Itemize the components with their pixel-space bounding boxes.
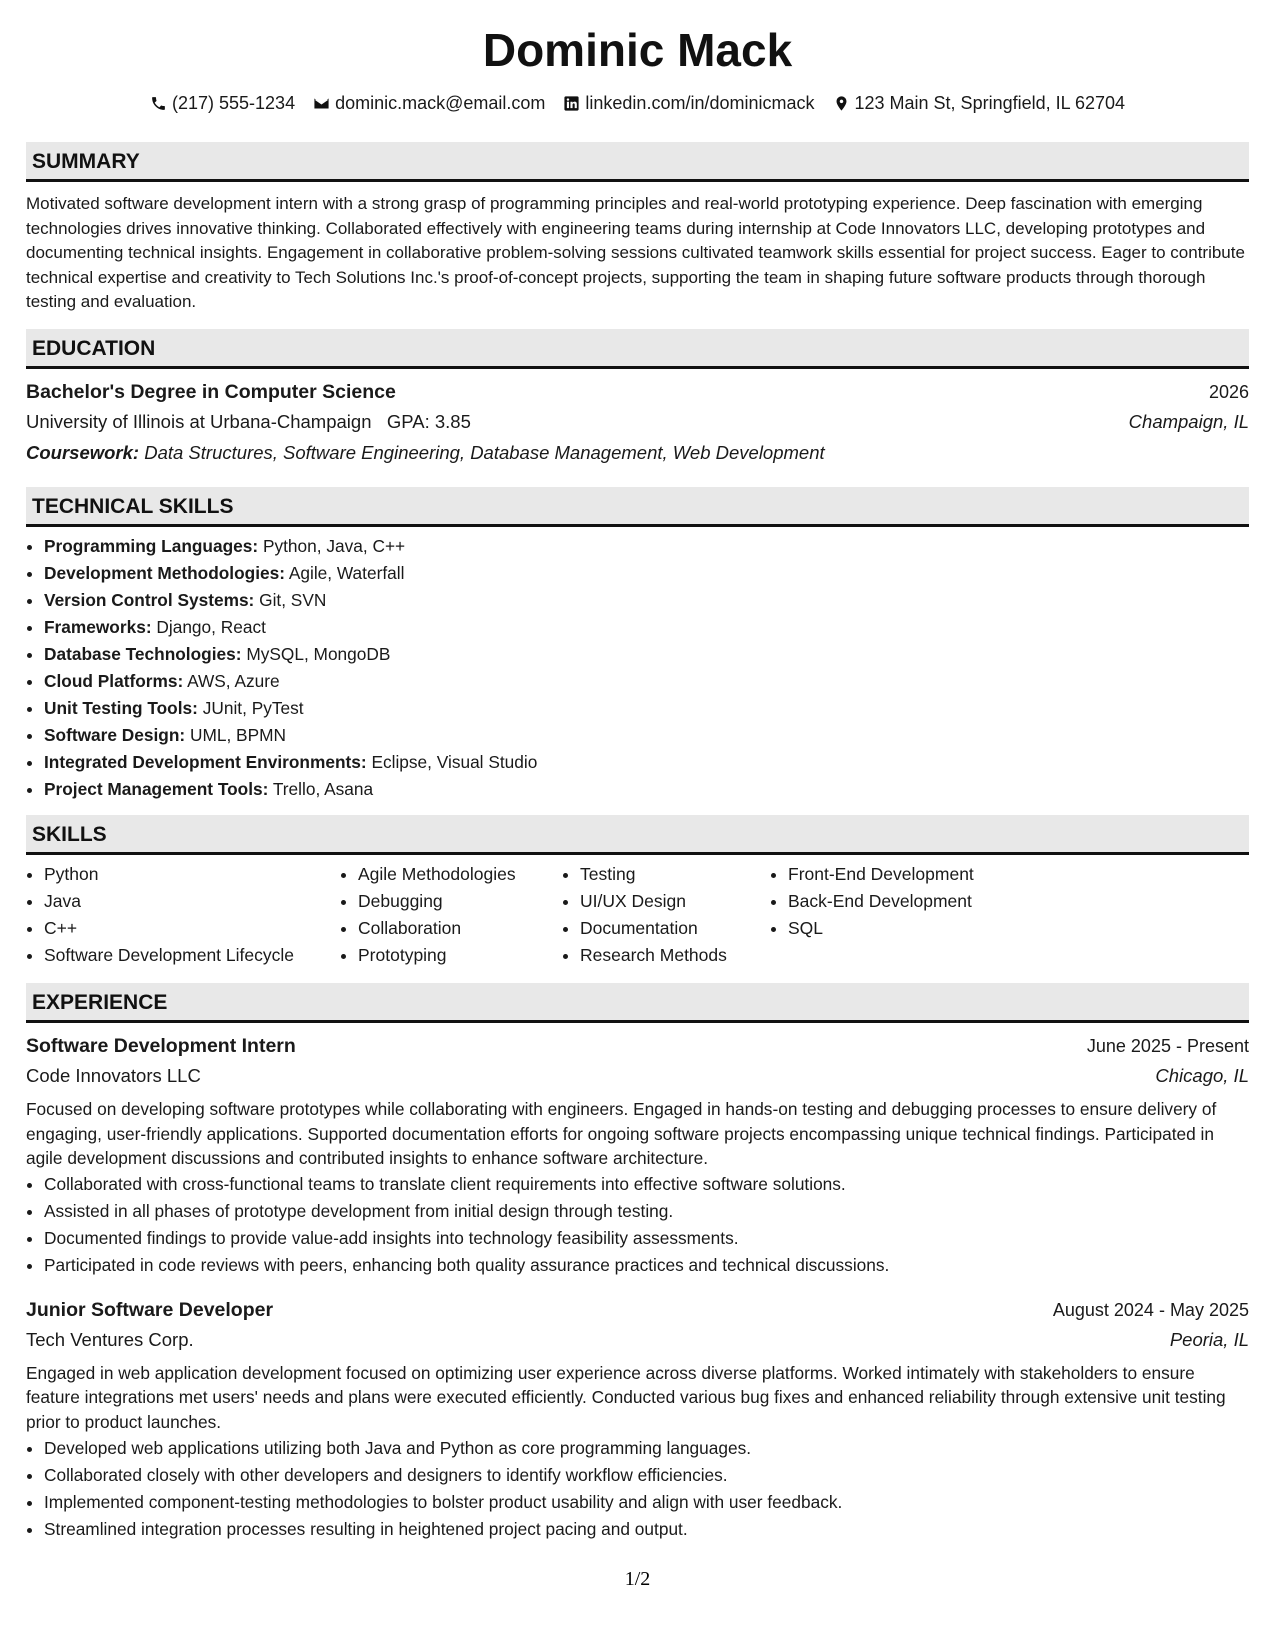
skill-value: JUnit, PyTest: [202, 697, 304, 718]
skill-value: AWS, Azure: [187, 670, 280, 691]
job-entry: [26, 1023, 1249, 1279]
skill-label: Version Control Systems:: [44, 589, 255, 610]
list-item: • Software Development Lifecycle: [44, 942, 340, 969]
school-name: University of Illinois at Urbana-Champaign: [26, 410, 372, 432]
linkedin-text[interactable]: linkedin.com/in/dominicmack: [585, 93, 815, 113]
list-item: • Collaborated with cross-functional teams to translate client requirements into effective software solutions.: [44, 1171, 1249, 1198]
list-item: [44, 614, 1249, 641]
education-section: [26, 329, 1249, 487]
list-item: [44, 533, 1249, 560]
list-item: • C++: [44, 915, 340, 942]
technical-skills-list: [26, 533, 1249, 803]
list-item: • Documentation: [580, 915, 770, 942]
degree: Bachelor's Degree in Computer Science: [26, 380, 396, 403]
coursework-list: Data Structures, Software Engineering, Database Management, Web Development: [144, 441, 825, 463]
contact-email[interactable]: [313, 92, 545, 114]
skill-value: Trello, Asana: [272, 778, 374, 799]
skill-value: Python, Java, C++: [262, 535, 406, 556]
list-item: • Research Methods: [580, 942, 770, 969]
envelope-icon: [313, 95, 330, 112]
skill-label: Unit Testing Tools:: [44, 697, 198, 718]
list-item: • Participated in code reviews with peers, enhancing both quality assurance practices and technical discussions.: [44, 1252, 1249, 1279]
list-item: • Prototyping: [358, 942, 562, 969]
address-text: 123 Main St, Springfield, IL 62704: [854, 93, 1126, 113]
job-dates: August 2024 - May 2025: [1052, 1299, 1249, 1320]
job-dates: June 2025 - Present: [1086, 1035, 1249, 1056]
job-description: Focused on developing software prototypes while collaborating with engineers. Engaged in hands-on testing and debugging processes to ensure delivery of engaging, user-friendly applications. Supported documentation efforts for ongoing software projects encompassing unique technical findings. Participated in agile development discussions and contributed insights to enhance software architecture.: [26, 1098, 1217, 1169]
skill-label: Project Management Tools:: [44, 778, 269, 799]
summary-section: [26, 142, 1249, 315]
list-item: [44, 695, 1249, 722]
skills-column-4: [770, 861, 1048, 969]
skill-label: Database Technologies:: [44, 643, 242, 664]
skill-label: Development Methodologies:: [44, 562, 285, 583]
list-item: • Developed web applications utilizing both Java and Python as core programming languages.: [44, 1435, 1249, 1462]
candidate-name: Dominic Mack: [482, 24, 793, 76]
list-item: [44, 749, 1249, 776]
skill-label: Integrated Development Environments:: [44, 751, 367, 772]
list-item: • Python: [44, 861, 340, 888]
list-item: • Collaborated closely with other developers and designers to identify workflow efficiencies.: [44, 1462, 1249, 1489]
skill-value: Eclipse, Visual Studio: [371, 751, 538, 772]
list-item: [44, 560, 1249, 587]
skills-grid: [26, 855, 1249, 983]
list-item: • Documented findings to provide value-add insights into technology feasibility assessments.: [44, 1225, 1249, 1252]
page-number: 1/2: [624, 1568, 651, 1590]
list-item: • Collaboration: [358, 915, 562, 942]
skills-column-2: [340, 861, 562, 969]
job-bullets: [26, 1435, 1249, 1543]
list-item: • Assisted in all phases of prototype development from initial design through testing.: [44, 1198, 1249, 1225]
contact-bar: [26, 92, 1249, 114]
skill-value: UML, BPMN: [189, 724, 286, 745]
school-location: Champaign, IL: [1128, 410, 1249, 432]
list-item: [44, 668, 1249, 695]
job-title: Junior Software Developer: [26, 1298, 274, 1321]
job-bullets: [26, 1171, 1249, 1279]
skills-heading: SKILLS: [26, 815, 1249, 855]
company-name: Code Innovators LLC: [26, 1064, 201, 1086]
contact-address: [833, 92, 1126, 114]
list-item: • Testing: [580, 861, 770, 888]
list-item: [44, 776, 1249, 803]
job-location: Chicago, IL: [1155, 1064, 1249, 1086]
experience-heading: EXPERIENCE: [26, 983, 1249, 1023]
contact-linkedin[interactable]: [563, 92, 814, 114]
list-item: [44, 722, 1249, 749]
list-item: • Front-End Development: [788, 861, 1048, 888]
skills-section: [26, 815, 1249, 983]
skill-value: Git, SVN: [259, 589, 327, 610]
skill-label: Frameworks:: [44, 616, 152, 637]
coursework: [26, 437, 1249, 469]
coursework-label: Coursework:: [26, 441, 140, 463]
skill-label: Software Design:: [44, 724, 186, 745]
list-item: • SQL: [788, 915, 1048, 942]
list-item: • Java: [44, 888, 340, 915]
linkedin-icon: [563, 95, 580, 112]
summary-text: Motivated software development intern with a strong grasp of programming principles and real-world prototyping experience. Deep fascination with emerging technologies drives innovative thinking. Collaborated effectively with engineering teams during internship at Code Innovators LLC, developing prototypes and documenting technical insights. Engagement in collaborative problem-solving sessions cultivated teamwork skills essential for project success. Eager to contribute technical expertise and creativity to Tech Solutions Inc.'s proof-of-concept projects, supporting the team in shaping future software products through thorough testing and evaluation.: [26, 194, 1245, 312]
contact-phone: [150, 92, 295, 114]
experience-section: [26, 983, 1249, 1543]
technical-skills-heading: TECHNICAL SKILLS: [26, 487, 1249, 527]
school-line: [26, 407, 471, 437]
job-description: Engaged in web application development focused on optimizing user experience across diverse platforms. Worked intimately with stakeholders to ensure feature integrations met users' needs and plans were executed efficiently. Conducted various bug fixes and enhanced reliability through extensive unit testing prior to product launches.: [26, 1362, 1226, 1432]
phone-text: (217) 555-1234: [171, 93, 296, 113]
job-title: Software Development Intern: [26, 1034, 296, 1057]
education-entry: [26, 369, 1249, 487]
job-location: Peoria, IL: [1169, 1328, 1249, 1350]
email-text[interactable]: dominic.mack@email.com: [335, 93, 546, 113]
skill-value: Django, React: [156, 616, 266, 637]
map-pin-icon: [833, 95, 850, 112]
skill-value: MySQL, MongoDB: [246, 643, 391, 664]
list-item: • Back-End Development: [788, 888, 1048, 915]
company-name: Tech Ventures Corp.: [26, 1328, 194, 1350]
skill-label: Cloud Platforms:: [44, 670, 184, 691]
phone-icon: [150, 95, 167, 112]
graduation-year: 2026: [1208, 381, 1249, 402]
list-item: • Agile Methodologies: [358, 861, 562, 888]
list-item: • Implemented component-testing methodologies to bolster product usability and align with user feedback.: [44, 1489, 1249, 1516]
technical-skills-section: [26, 487, 1249, 815]
skills-column-3: [562, 861, 770, 969]
education-heading: EDUCATION: [26, 329, 1249, 369]
list-item: [44, 641, 1249, 668]
list-item: • UI/UX Design: [580, 888, 770, 915]
skills-column-1: [26, 861, 340, 969]
job-entry: [26, 1287, 1249, 1543]
list-item: • Streamlined integration processes resulting in heightened project pacing and output.: [44, 1516, 1249, 1543]
skill-label: Programming Languages:: [44, 535, 259, 556]
skill-value: Agile, Waterfall: [288, 562, 405, 583]
gpa: GPA: 3.85: [386, 410, 471, 432]
list-item: [44, 587, 1249, 614]
list-item: • Debugging: [358, 888, 562, 915]
summary-heading: SUMMARY: [26, 142, 1249, 182]
